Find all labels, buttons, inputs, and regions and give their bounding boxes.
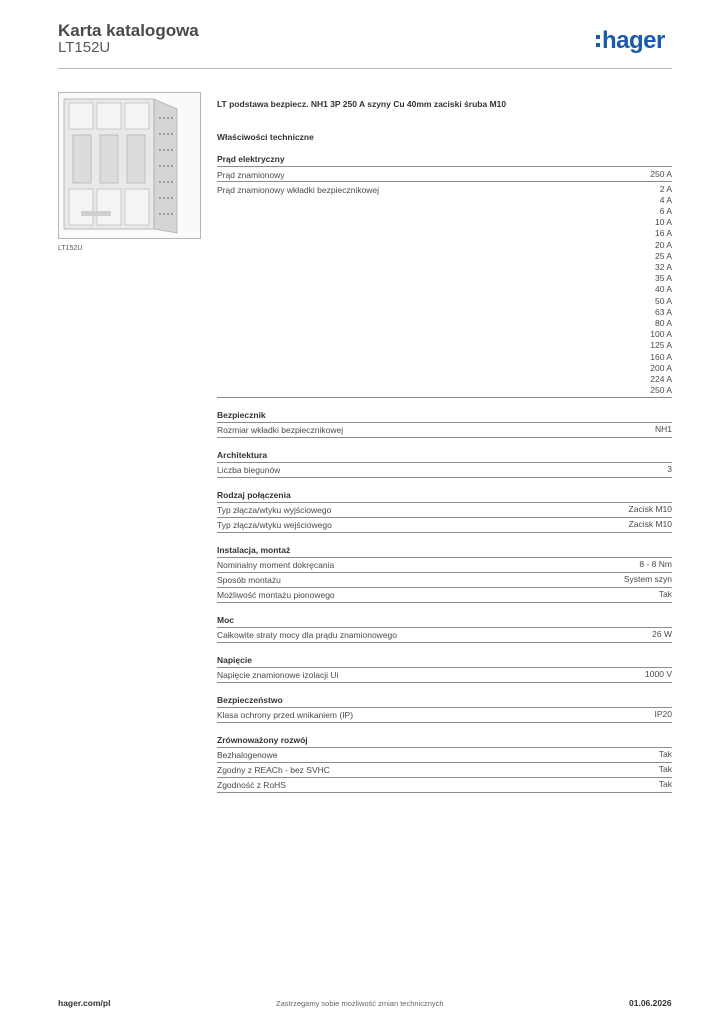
property-value: 50 A [654,295,672,306]
hager-logo[interactable] [596,26,665,56]
property-value: 3 [667,464,672,475]
property-value: 1000 V [645,669,672,680]
property-value: 26 W [652,629,672,640]
property-values [650,169,672,180]
group-title: Bezpiecznik [217,409,266,420]
property-value: 100 A [650,329,672,340]
property-values [639,559,672,570]
property-row [217,558,672,573]
property-group [217,490,672,533]
property-row [217,182,672,398]
property-value: IP20 [654,709,672,720]
property-label: Zgodność z RoHS [217,780,286,791]
property-label: Typ złącza/wtyku wejściowego [217,520,332,531]
property-value: 160 A [650,351,672,362]
property-label: Napięcie znamionowe izolacji Ui [217,670,339,681]
group-title: Rodzaj połączenia [217,489,291,500]
property-values [659,779,672,790]
property-value: Zacisk M10 [628,519,672,530]
group-title: Zrównoważony rozwój [217,734,308,745]
property-value: 16 A [654,228,672,239]
property-value: Zacisk M10 [628,504,672,515]
property-row [217,463,672,478]
property-values [659,749,672,760]
property-value: 6 A [659,205,672,216]
property-value: NH1 [654,424,672,435]
property-value: Tak [658,589,672,600]
technical-properties-heading: Właściwości techniczne [217,132,314,142]
property-groups [217,154,672,793]
group-title: Napięcie [217,654,252,665]
property-row [217,518,672,533]
property-value: 250 A [650,385,672,396]
property-group [217,615,672,643]
product-details [217,97,672,793]
group-title: Moc [217,614,234,625]
property-value: Tak [658,779,672,790]
property-value: 224 A [650,373,672,384]
property-values [652,629,672,640]
property-value: 35 A [654,273,672,284]
property-label: Bezhalogenowe [217,750,278,761]
header-divider [58,68,672,69]
property-group [217,410,672,438]
footer-website-link[interactable]: hager.com/pl [58,998,111,1008]
property-label: Prąd znamionowy [217,169,285,180]
property-values [629,504,672,515]
property-value: 250 A [650,168,672,179]
property-value: 4 A [659,194,672,205]
property-row [217,588,672,603]
property-row [217,573,672,588]
property-row [217,423,672,438]
property-row [217,778,672,793]
property-group [217,154,672,398]
property-label: Rozmiar wkładki bezpiecznikowej [217,425,344,436]
property-values [650,184,672,397]
property-values [659,764,672,775]
property-value: Tak [658,749,672,760]
property-label: Zgodny z REACh - bez SVHC [217,765,330,776]
property-value: System szyn [623,574,672,585]
property-row [217,668,672,683]
property-label: Sposób montażu [217,575,281,586]
group-title: Prąd elektryczny [217,154,285,164]
property-values [629,519,672,530]
property-row [217,763,672,778]
property-label: Nominalny moment dokręcania [217,560,335,571]
product-code: LT152U [58,39,111,56]
property-value: 80 A [654,317,672,328]
property-label: Klasa ochrony przed wnikaniem (IP) [217,710,354,721]
property-values [624,574,672,585]
property-label: Typ złącza/wtyku wyjściowego [217,505,332,516]
group-title: Bezpieczeństwo [217,694,283,705]
property-group [217,735,672,793]
property-value: 125 A [650,340,672,351]
property-row [217,748,672,763]
property-value: 10 A [654,217,672,228]
group-title: Architektura [217,449,268,460]
property-label: Prąd znamionowy wkładki bezpiecznikowej [217,184,380,195]
property-values [667,464,672,475]
footer-date: 01.06.2026 [629,998,672,1008]
image-caption: LT152U [58,245,83,252]
property-value: 40 A [654,284,672,295]
property-value: Tak [658,764,672,775]
property-group [217,655,672,683]
property-value: 20 A [654,239,672,250]
logo-colon-mark [596,35,600,47]
property-label: Całkowite straty mocy dla prądu znamionowego [217,630,398,641]
property-label: Możliwość montażu pionowego [217,590,335,601]
footer-disclaimer: Zastrzegamy sobie możliwość zmian technicznych [276,999,444,1008]
property-group [217,695,672,723]
document-title: Karta katalogowa [58,21,199,40]
property-row [217,167,672,182]
property-value: 63 A [654,306,672,317]
property-value: 8 - 8 Nm [639,559,672,570]
property-value: 25 A [654,250,672,261]
property-value: 32 A [654,261,672,272]
fuse-base-illustration [59,93,200,238]
property-row [217,628,672,643]
property-row [217,503,672,518]
property-group [217,545,672,603]
property-values [645,669,672,680]
property-values [655,709,673,720]
property-values [655,424,672,435]
property-value: 2 A [659,183,672,194]
property-values [659,589,672,600]
property-value: 200 A [650,362,672,373]
property-group [217,450,672,478]
product-title: LT podstawa bezpiecz. NH1 3P 250 A szyny Cu 40mm zaciski śruba M10 [217,99,507,109]
product-image [58,92,201,239]
property-label: Liczba biegunów [217,465,281,476]
group-title: Instalacja, montaż [217,544,291,555]
logo-wordmark: hager [602,27,665,54]
property-row [217,708,672,723]
